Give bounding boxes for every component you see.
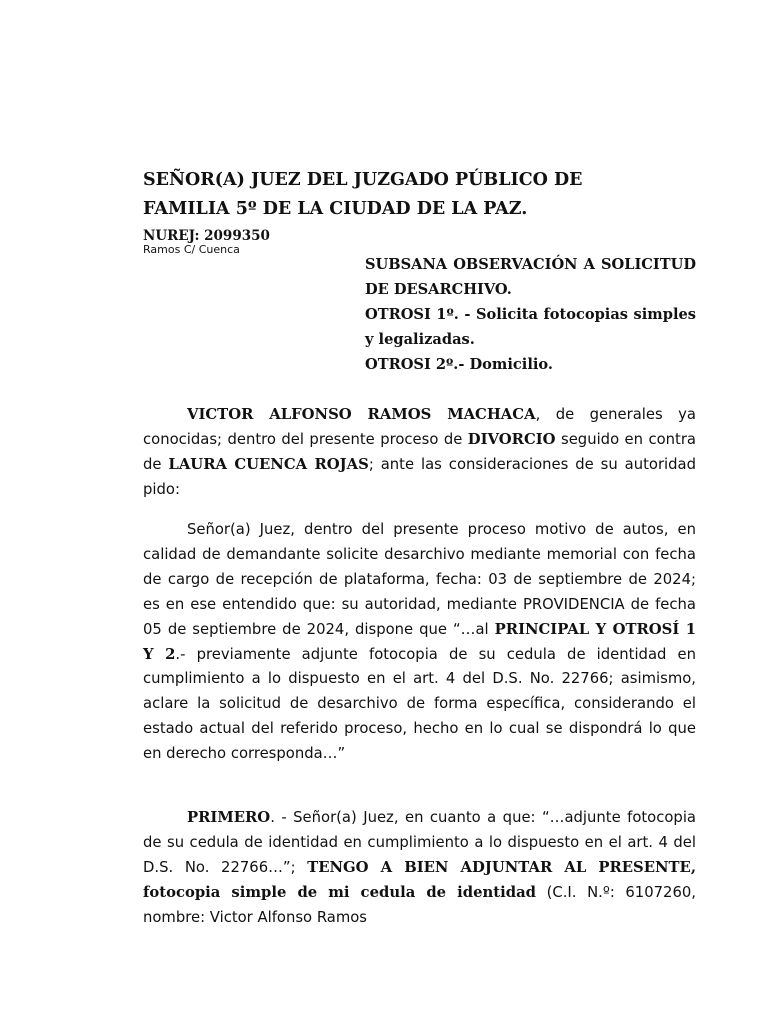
primero-text-2: (C.I. N.º: 6107260, nombre: Victor Alfonso Ramos xyxy=(143,883,696,926)
intro-text-1: , de generales ya conocidas; dentro del presente proceso de xyxy=(143,406,696,448)
context-text-2: .- previamente adjunte fotocopia de su cedula de identidad en cumplimiento a lo dispuesto en el art. 4 del D.S. No. 22766; asimismo, aclare la solicitud de desarchivo de forma específica, considerando el estado actual del referido proceso, hecho en lo cual se dispondrá lo que en derecho corresponda…” xyxy=(143,645,696,763)
context-bold: PRINCIPAL Y OTROSÍ 1 Y 2 xyxy=(143,620,697,663)
defendant-name: LAURA CUENCA ROJAS xyxy=(168,455,369,473)
primero-bold: TENGO A BIEN ADJUNTAR AL PRESENTE, fotocopia simple de mi cedula de identidad xyxy=(143,858,696,901)
title-line-1: SEÑOR(A) JUEZ DEL JUZGADO PÚBLICO DE xyxy=(143,170,583,190)
document-title xyxy=(143,166,703,224)
petitioner-name: VICTOR ALFONSO RAMOS MACHACA xyxy=(187,406,536,423)
intro-paragraph xyxy=(143,403,696,503)
summary-line-2: OTROSI 1º. - Solicita fotocopias simples y legalizadas. xyxy=(365,306,696,348)
title-line-2: FAMILIA 5º DE LA CIUDAD DE LA PAZ. xyxy=(143,199,528,219)
primero-heading: PRIMERO xyxy=(187,809,271,826)
intro-text-3: ; ante las consideraciones de su autoridad pido: xyxy=(143,455,697,498)
context-paragraph xyxy=(143,518,696,767)
context-text-1: Señor(a) Juez, dentro del presente proceso motivo de autos, en calidad de demandante solicite desarchivo mediante memorial con fecha de cargo de recepción de plataforma, fecha: 03 de septiembre de 2024; es en ese entendido que: su autoridad, mediante PROVIDENCIA de fecha 05 de septiembre de 2024, dispone que “…al xyxy=(143,521,696,638)
nurej-number: NUREJ: 2099350 xyxy=(143,228,270,244)
case-reference: Ramos C/ Cuenca xyxy=(143,243,240,256)
primero-paragraph xyxy=(143,806,696,931)
primero-text-1: . - Señor(a) Juez, en cuanto a que: “…adjunte fotocopia de su cedula de identidad en cumplimiento a lo dispuesto en el art. 4 del D.S. No. 22766…”; xyxy=(143,809,696,876)
summary-line-1: SUBSANA OBSERVACIÓN A SOLICITUD DE DESARCHIVO. xyxy=(365,256,696,298)
intro-text-2: seguido en contra de xyxy=(143,430,696,473)
summary-line-3: OTROSI 2º.- Domicilio. xyxy=(365,356,553,373)
petition-summary xyxy=(365,252,696,377)
case-type: DIVORCIO xyxy=(467,430,556,448)
